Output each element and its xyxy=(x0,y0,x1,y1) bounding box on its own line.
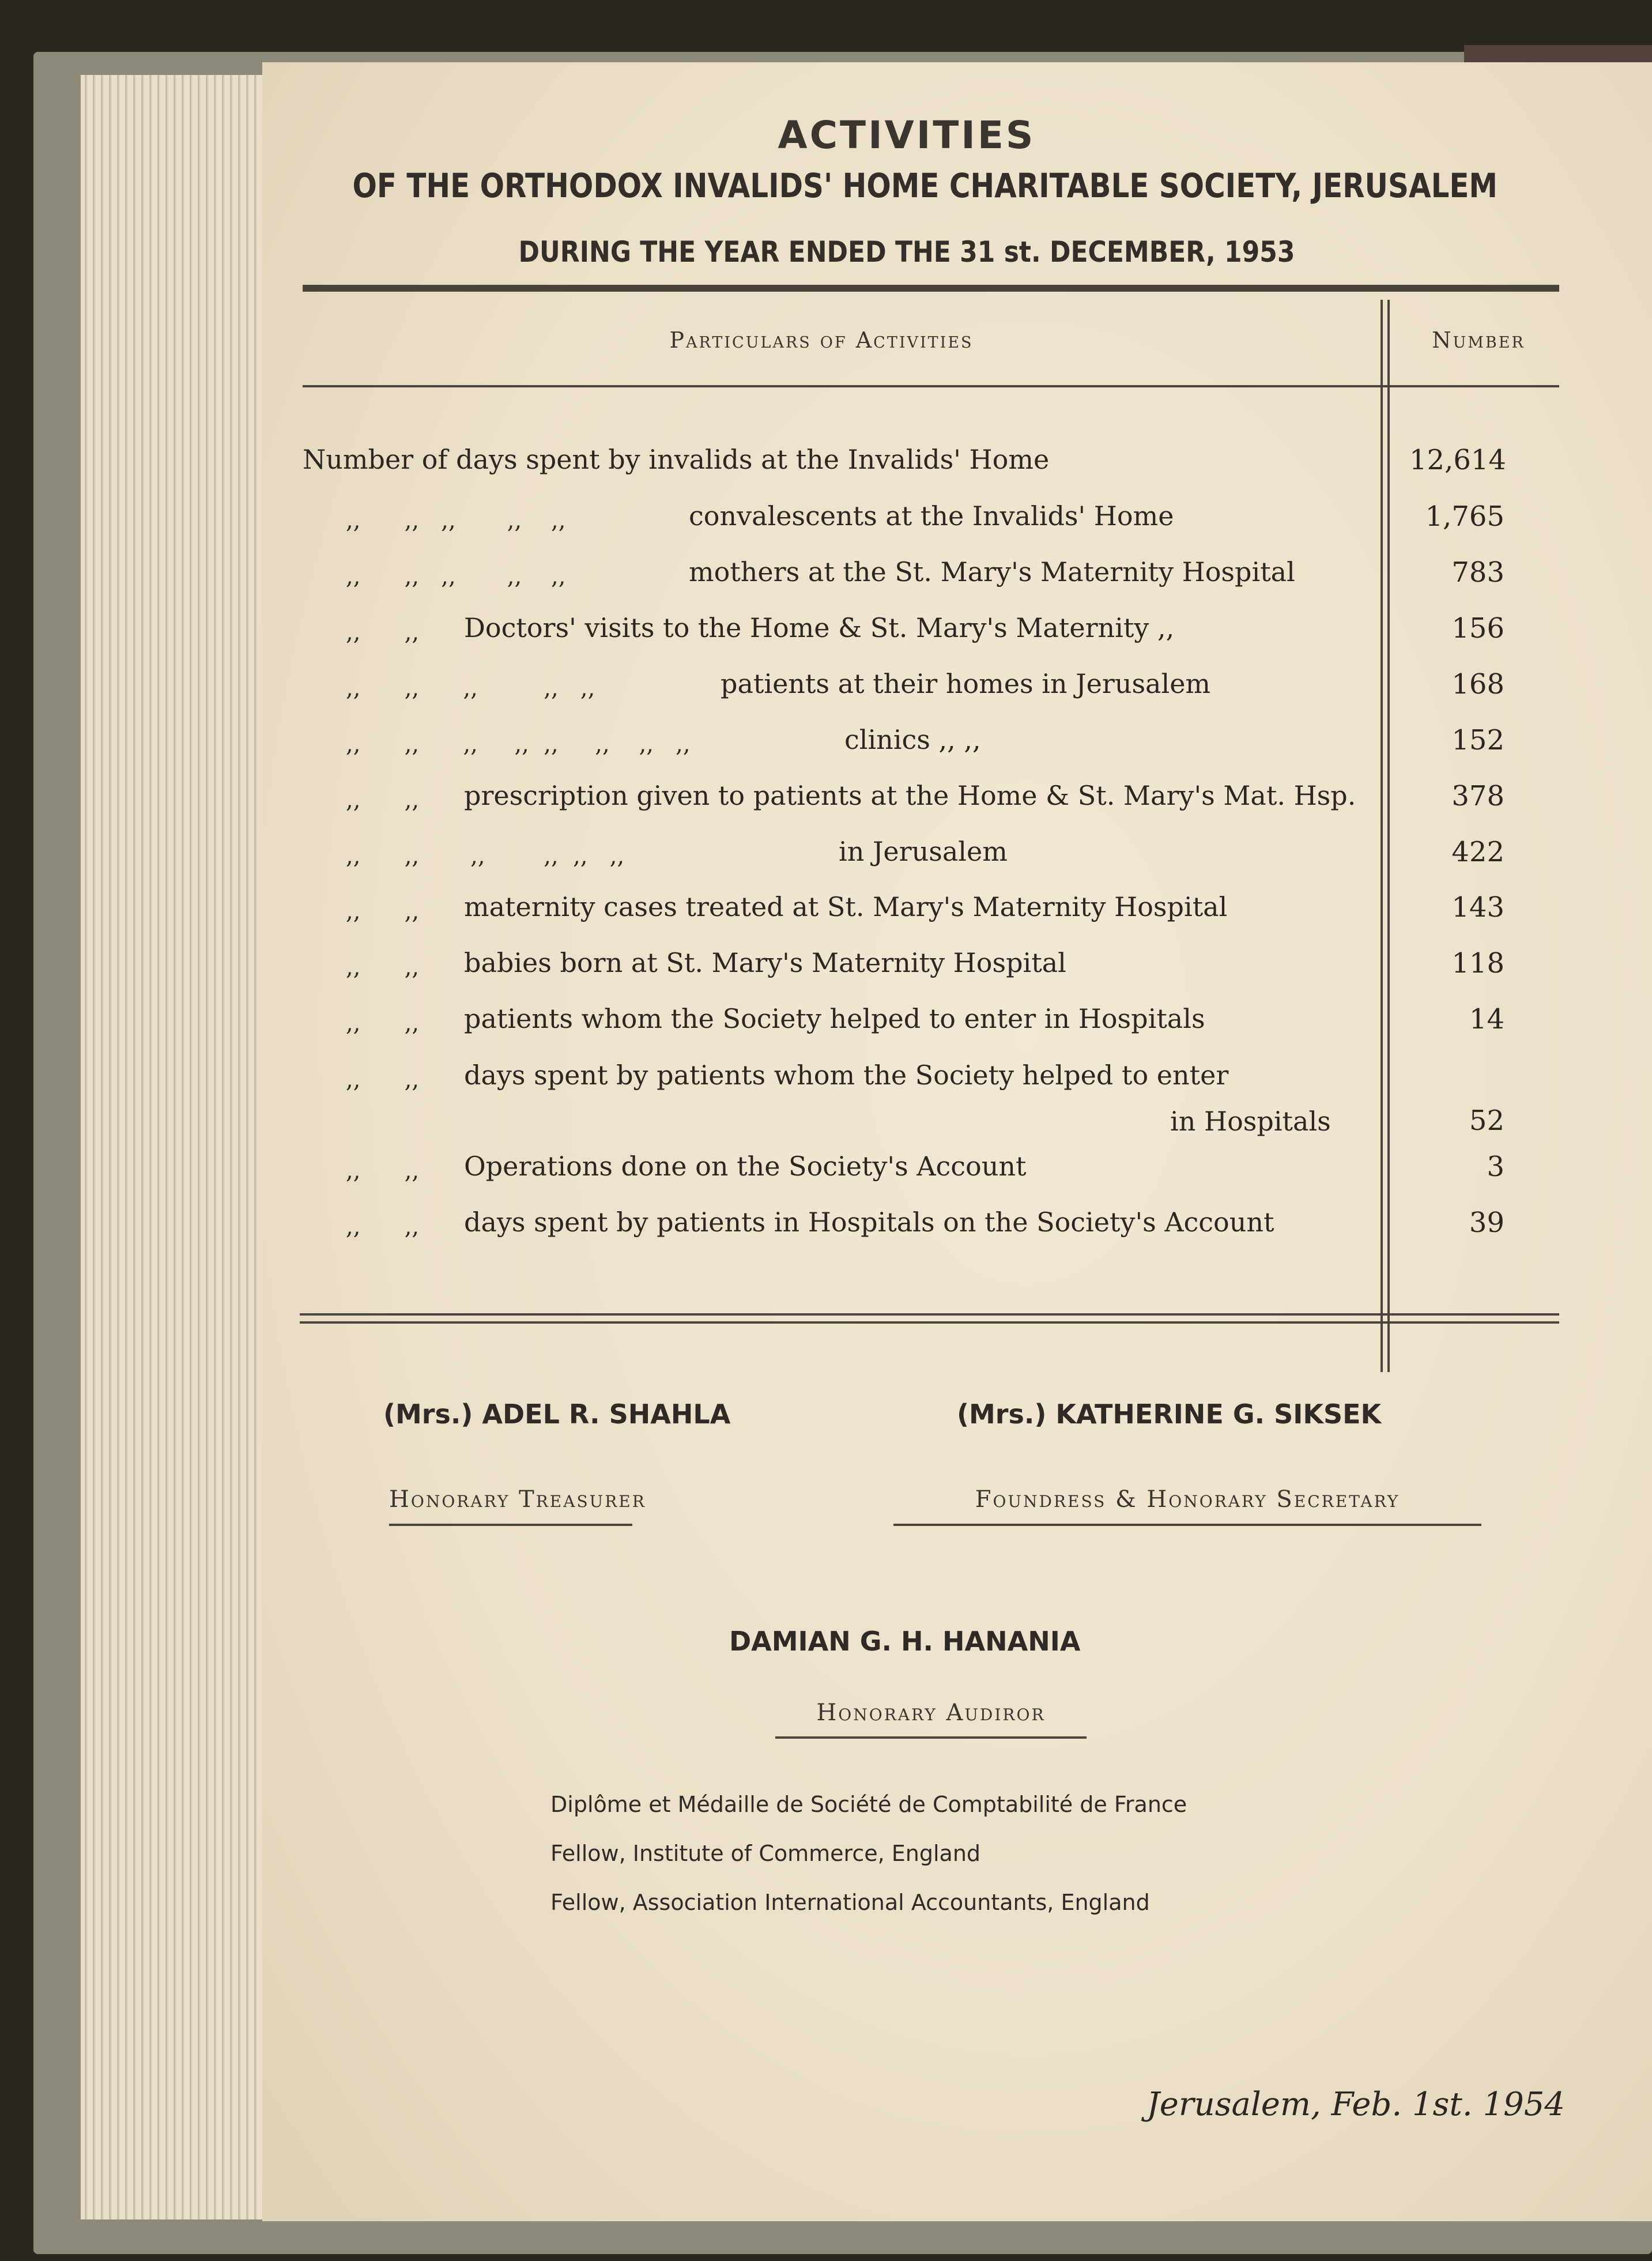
auditor-underline xyxy=(775,1736,1087,1739)
row-description: babies born at St. Mary's Maternity Hospital xyxy=(464,947,1066,978)
row-description: prescription given to patients at the Home & St. Mary's Mat. Hsp. xyxy=(464,780,1356,811)
row-number: 39 xyxy=(1469,1207,1504,1239)
row-number: 14 xyxy=(1469,1003,1504,1035)
row-description: Number of days spent by invalids at the Invalids' Home xyxy=(303,444,1050,475)
row-description-continued: in Hospitals xyxy=(1170,1106,1331,1137)
ditto-marks: ,, ,, xyxy=(346,1067,420,1093)
ditto-marks: ,, ,, xyxy=(346,1158,420,1184)
ditto-marks: ,, ,, ,, ,, ,, ,, ,, ,, xyxy=(346,731,691,758)
ditto-marks: ,, ,, xyxy=(346,898,420,925)
document-subtitle: OF THE ORTHODOX INVALIDS' HOME CHARITABLE SOCIETY, JERUSALEM xyxy=(352,166,1498,205)
secretary-name: (Mrs.) KATHERINE G. SIKSEK xyxy=(957,1399,1382,1430)
place-date: Jerusalem, Feb. 1st. 1954 xyxy=(1146,2086,1565,2123)
row-number: 378 xyxy=(1451,780,1504,812)
row-description: maternity cases treated at St. Mary's Maternity Hospital xyxy=(464,891,1228,922)
auditor-credential: Fellow, Institute of Commerce, England xyxy=(550,1841,981,1866)
ditto-marks: ,, ,, xyxy=(346,1214,420,1240)
document-page xyxy=(262,62,1652,2221)
row-description: days spent by patients whom the Society helped to enter xyxy=(464,1060,1229,1091)
table-bottom-rule-1 xyxy=(300,1313,1559,1316)
treasurer-name: (Mrs.) ADEL R. SHAHLA xyxy=(383,1399,731,1430)
column-header-number: Number xyxy=(1432,327,1525,353)
column-divider-right xyxy=(1387,300,1390,1372)
treasurer-title: Honorary Treasurer xyxy=(389,1486,646,1513)
ditto-marks: ,, ,, xyxy=(346,954,420,981)
row-number: 783 xyxy=(1451,556,1504,589)
row-number: 52 xyxy=(1469,1105,1504,1137)
ditto-marks: ,, ,, ,, ,, ,, xyxy=(346,563,566,590)
row-description: patients at their homes in Jerusalem xyxy=(721,668,1211,699)
row-number: 152 xyxy=(1451,724,1504,756)
ditto-marks: ,, ,, ,, ,, ,, xyxy=(346,507,566,534)
auditor-title: Honorary Audiror xyxy=(816,1699,1046,1726)
secretary-title: Foundress & Honorary Secretary xyxy=(975,1486,1400,1513)
row-description: Doctors' visits to the Home & St. Mary's Maternity ,, xyxy=(464,612,1175,643)
ditto-marks: ,, ,, xyxy=(346,1010,420,1037)
row-number: 1,765 xyxy=(1425,500,1504,533)
column-header-particulars: Particulars of Activities xyxy=(669,327,974,353)
row-description: Operations done on the Society's Account xyxy=(464,1151,1027,1182)
auditor-credential: Fellow, Association International Accountants, England xyxy=(550,1890,1150,1915)
row-description: convalescents at the Invalids' Home xyxy=(689,500,1174,532)
document-period: DURING THE YEAR ENDED THE 31 st. DECEMBER, 1953 xyxy=(518,235,1295,269)
ditto-marks: ,, ,, xyxy=(346,787,420,813)
table-top-rule xyxy=(303,285,1559,292)
row-description: clinics ,, ,, xyxy=(844,724,981,755)
row-number: 3 xyxy=(1487,1151,1504,1183)
page-edges xyxy=(81,75,277,2219)
row-number: 118 xyxy=(1451,947,1504,979)
row-number: 156 xyxy=(1451,612,1504,645)
ditto-marks: ,, ,, ,, ,, ,, ,, xyxy=(346,843,625,869)
secretary-underline xyxy=(893,1524,1481,1526)
row-description: in Jerusalem xyxy=(839,836,1008,867)
document-title: ACTIVITIES xyxy=(778,113,1036,157)
auditor-credential: Diplôme et Médaille de Société de Comptabilité de France xyxy=(550,1792,1187,1817)
row-description: mothers at the St. Mary's Maternity Hospital xyxy=(689,556,1295,587)
column-divider-left xyxy=(1381,300,1383,1372)
table-header-rule xyxy=(303,385,1559,387)
auditor-name: DAMIAN G. H. HANANIA xyxy=(729,1626,1081,1657)
row-number: 143 xyxy=(1451,891,1504,924)
ditto-marks: ,, ,, ,, ,, ,, xyxy=(346,675,595,702)
ditto-marks: ,, ,, xyxy=(346,619,420,646)
row-number: 422 xyxy=(1451,836,1504,868)
row-description: patients whom the Society helped to enter in Hospitals xyxy=(464,1003,1205,1034)
row-number: 12,614 xyxy=(1409,444,1506,476)
row-number: 168 xyxy=(1451,668,1504,700)
treasurer-underline xyxy=(389,1524,632,1526)
row-description: days spent by patients in Hospitals on the Society's Account xyxy=(464,1207,1274,1238)
table-bottom-rule-2 xyxy=(300,1321,1559,1324)
